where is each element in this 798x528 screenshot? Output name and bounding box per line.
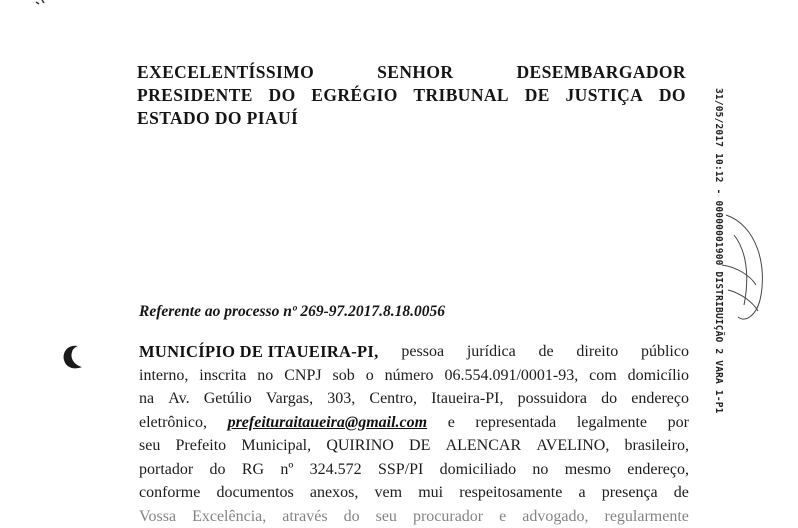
addressee-word: TRIBUNAL xyxy=(413,84,509,107)
body-line-cut-off xyxy=(139,505,689,528)
word: DE xyxy=(409,434,430,458)
word: jurídica xyxy=(467,340,516,364)
addressee-line-2 xyxy=(137,84,686,107)
addressee-word: PRESIDENTE xyxy=(137,84,253,107)
word: direito xyxy=(576,340,618,364)
word: e xyxy=(448,411,455,435)
word: inscrita xyxy=(199,364,246,388)
word: documentos xyxy=(216,481,293,505)
word: brasileiro, xyxy=(625,434,689,458)
word: Municipal, xyxy=(241,434,311,458)
word: anexos, xyxy=(310,481,358,505)
word: domiciliado xyxy=(440,458,516,482)
word: público xyxy=(641,340,689,364)
addressee-word: JUSTIÇA xyxy=(566,84,644,107)
word: AVELINO, xyxy=(536,434,609,458)
word: com xyxy=(589,364,617,388)
word: do xyxy=(601,387,617,411)
word: eletrônico, xyxy=(139,411,207,435)
word: conforme xyxy=(139,481,200,505)
word: pessoa xyxy=(401,340,444,364)
word: 303, xyxy=(327,387,355,411)
word: interno, xyxy=(139,364,188,388)
addressee-word: SENHOR xyxy=(377,61,453,84)
word: de xyxy=(674,481,689,505)
word: portador xyxy=(139,458,193,482)
word: número xyxy=(385,364,434,388)
word: no xyxy=(532,458,548,482)
word: regularmente xyxy=(604,505,688,528)
word: SSP/PI xyxy=(378,458,423,482)
word: do xyxy=(210,458,226,482)
word: Av. xyxy=(168,387,189,411)
word: na xyxy=(139,387,154,411)
word: presença xyxy=(602,481,658,505)
word: RG xyxy=(242,458,264,482)
body-line xyxy=(139,364,689,388)
addressee-word: EGRÉGIO xyxy=(311,84,397,107)
hole-punch-mark xyxy=(60,340,86,374)
protocol-stamp-text: 31/05/2017 10:12 - 00000001900 DISTRIBUIÇÃO 2 VARA 1-P1 xyxy=(713,88,724,414)
word: representada xyxy=(475,411,556,435)
word: CNPJ xyxy=(284,364,321,388)
word: mesmo xyxy=(565,458,611,482)
word: procurador xyxy=(413,505,483,528)
party-name: MUNICÍPIO DE ITAUEIRA-PI, xyxy=(139,340,379,364)
email-link[interactable]: prefeituraitaueira@gmail.com xyxy=(228,411,428,435)
word: respeitosamente xyxy=(459,481,562,505)
word: no xyxy=(257,364,273,388)
word: Itaueira-PI, xyxy=(431,387,503,411)
petition-body xyxy=(139,340,689,528)
word: mui xyxy=(418,481,443,505)
word: seu xyxy=(376,505,397,528)
word: sob xyxy=(333,364,355,388)
word: Vossa xyxy=(139,505,176,528)
word: Excelência, xyxy=(192,505,266,528)
word: o xyxy=(366,364,374,388)
word: nº xyxy=(280,458,293,482)
body-line xyxy=(139,340,689,364)
word: e xyxy=(499,505,506,528)
word: vem xyxy=(375,481,403,505)
body-line xyxy=(139,434,689,458)
addressee-word: DO xyxy=(269,84,296,107)
word: ALENCAR xyxy=(446,434,522,458)
word: Vargas, xyxy=(266,387,313,411)
addressee-word: EXECELENTÍSSIMO xyxy=(137,61,314,84)
cnpj-number: 06.554.091/0001-93, xyxy=(444,364,578,388)
addressee-word: DE xyxy=(525,84,550,107)
word: legalmente xyxy=(577,411,647,435)
signature-scribble xyxy=(716,205,771,330)
word: possuidora xyxy=(518,387,587,411)
word: do xyxy=(344,505,360,528)
word: endereço xyxy=(631,387,689,411)
word: Prefeito xyxy=(176,434,227,458)
addressee-word: DO xyxy=(659,84,686,107)
word: advogado, xyxy=(522,505,588,528)
word: endereço, xyxy=(627,458,689,482)
word: por xyxy=(668,411,689,435)
addressee-line-3: ESTADO DO PIAUÍ xyxy=(137,107,686,130)
word: QUIRINO xyxy=(326,434,394,458)
body-line xyxy=(139,458,689,482)
word: seu xyxy=(139,434,160,458)
word: a xyxy=(578,481,585,505)
addressee-block xyxy=(137,61,686,130)
word: domicílio xyxy=(628,364,689,388)
body-line xyxy=(139,411,689,435)
scan-speck xyxy=(34,0,54,14)
process-reference: Referente ao processo nº 269-97.2017.8.18.0056 xyxy=(139,303,445,321)
word: através xyxy=(282,505,327,528)
body-line xyxy=(139,387,689,411)
word: de xyxy=(539,340,554,364)
body-line xyxy=(139,481,689,505)
word: Centro, xyxy=(369,387,417,411)
addressee-word: DESEMBARGADOR xyxy=(516,61,686,84)
word: 324.572 xyxy=(310,458,362,482)
addressee-line-1 xyxy=(137,61,686,84)
word: Getúlio xyxy=(204,387,252,411)
